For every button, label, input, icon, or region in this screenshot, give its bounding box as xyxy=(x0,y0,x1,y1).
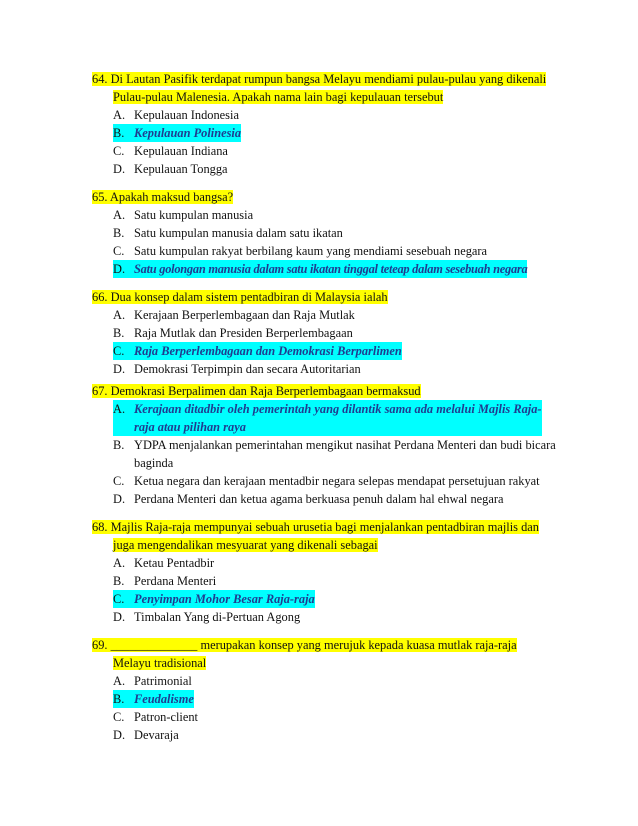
question-67 xyxy=(92,382,560,508)
option-b[interactable]: B. Satu kumpulan manusia dalam satu ikatan xyxy=(113,226,343,240)
option-b-answer[interactable]: B. Kepulauan Polinesia xyxy=(113,126,242,140)
question-text: 67. Demokrasi Berpalimen dan Raja Berperlembagaan bermaksud xyxy=(92,384,421,398)
option-d[interactable]: D. Perdana Menteri dan ketua agama berkuasa penuh dalam hal ehwal negara xyxy=(113,492,504,506)
option-d[interactable]: D. Kepulauan Tongga xyxy=(113,162,228,176)
question-text-cont: Pulau-pulau Malenesia. Apakah nama lain bagi kepulauan tersebut xyxy=(113,90,444,104)
question-text: 69. ______________ merupakan konsep yang merujuk kepada kuasa mutlak raja-raja xyxy=(92,638,517,652)
options-list xyxy=(92,106,560,178)
option-d-answer[interactable]: D. Satu golongan manusia dalam satu ikatan tinggal teteap dalam sesebuah negara xyxy=(113,262,528,276)
question-text: 65. Apakah maksud bangsa? xyxy=(92,190,234,204)
question-68 xyxy=(92,518,560,626)
option-c[interactable]: C. Satu kumpulan rakyat berbilang kaum yang mendiami sesebuah negara xyxy=(113,244,488,258)
options-list xyxy=(92,554,560,626)
option-a-answer[interactable]: A. Kerajaan ditadbir oleh pemerintah yang dilantik sama ada melalui Majlis Raja- raja atau pilihan raya xyxy=(113,402,542,434)
option-d[interactable]: D. Timbalan Yang di-Pertuan Agong xyxy=(113,610,301,624)
option-a[interactable]: A. Kepulauan Indonesia xyxy=(113,108,239,122)
question-text: 66. Dua konsep dalam sistem pentadbiran di Malaysia ialah xyxy=(92,290,388,304)
option-a[interactable]: A. Satu kumpulan manusia xyxy=(113,208,254,222)
option-c-answer[interactable]: C. Raja Berperlembagaan dan Demokrasi Berparlimen xyxy=(113,344,402,358)
question-text: 68. Majlis Raja-raja mempunyai sebuah urusetia bagi menjalankan pentadbiran majlis dan xyxy=(92,520,539,534)
option-a[interactable]: A. Patrimonial xyxy=(113,674,192,688)
option-c[interactable]: C. Patron-client xyxy=(113,710,198,724)
options-list xyxy=(92,672,560,744)
option-d[interactable]: D. Devaraja xyxy=(113,728,179,742)
question-66 xyxy=(92,288,560,378)
question-text: 64. Di Lautan Pasifik terdapat rumpun bangsa Melayu mendiami pulau-pulau yang dikenali xyxy=(92,72,547,86)
option-c[interactable]: C. Ketua negara dan kerajaan mentadbir negara selepas mendapat persetujuan rakyat xyxy=(113,474,540,488)
question-text-cont: juga mengendalikan mesyuarat yang dikenali sebagai xyxy=(113,538,378,552)
question-65 xyxy=(92,188,560,278)
option-a[interactable]: A. Kerajaan Berperlembagaan dan Raja Mutlak xyxy=(113,308,355,322)
option-b-answer[interactable]: B. Feudalisme xyxy=(113,692,194,706)
option-b[interactable]: B. Perdana Menteri xyxy=(113,574,217,588)
option-d[interactable]: D. Demokrasi Terpimpin dan secara Autoritarian xyxy=(113,362,361,376)
options-list xyxy=(92,306,560,378)
options-list xyxy=(92,400,560,508)
option-b[interactable]: B. YDPA menjalankan pemerintahan mengikut nasihat Perdana Menteri dan budi bicara baginda xyxy=(113,438,556,470)
question-64 xyxy=(92,70,560,178)
question-69 xyxy=(92,636,560,744)
options-list xyxy=(92,206,560,278)
option-c-answer[interactable]: C. Penyimpan Mohor Besar Raja-raja xyxy=(113,592,315,606)
option-b[interactable]: B. Raja Mutlak dan Presiden Berperlembagaan xyxy=(113,326,353,340)
question-text-cont: Melayu tradisional xyxy=(113,656,207,670)
option-a[interactable]: A. Ketau Pentadbir xyxy=(113,556,215,570)
option-c[interactable]: C. Kepulauan Indiana xyxy=(113,144,228,158)
